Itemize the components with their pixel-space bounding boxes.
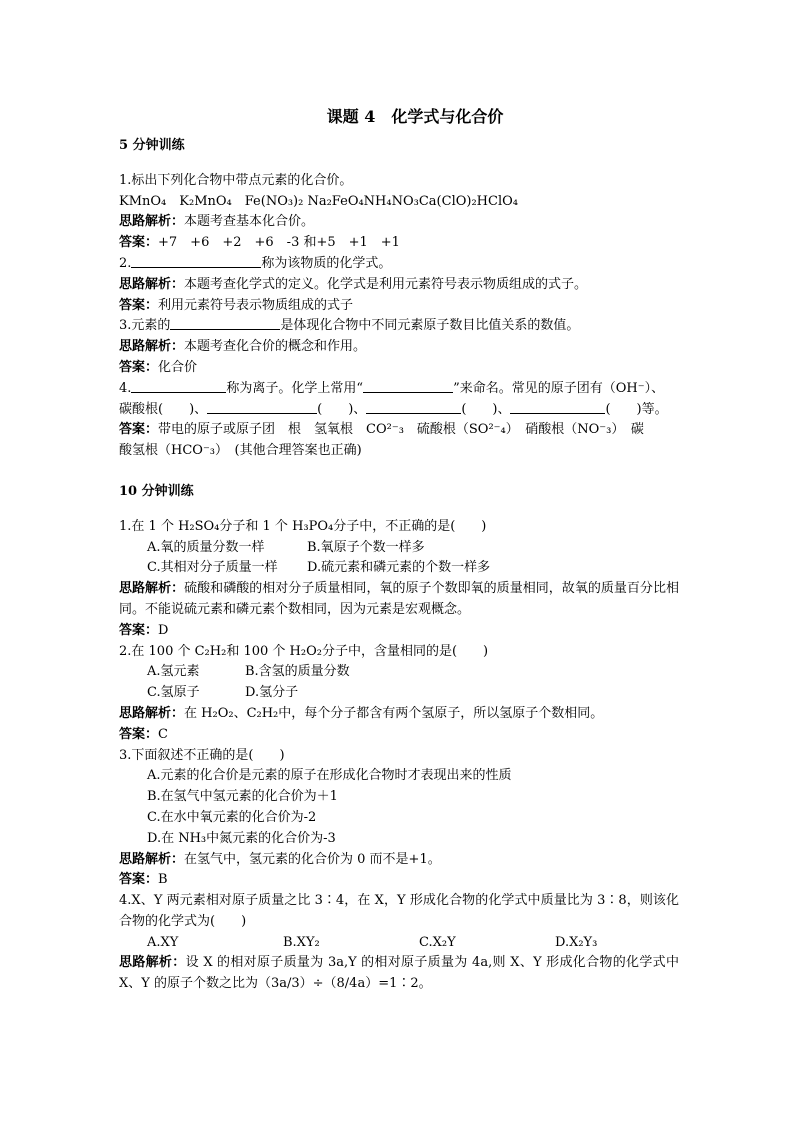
blank [131, 255, 261, 268]
t1-stem: 1.在 1 个 H₂SO₄分子和 1 个 H₃PO₄分子中，不正确的是( ) [119, 518, 487, 534]
t2-answer: 答案：C [119, 726, 168, 742]
section-heading-10min: 10 分钟训练 [119, 483, 194, 499]
t2-options-cd [119, 683, 679, 704]
t3-analysis: 思路解析：在氢气中，氢元素的化合价为 0 而不是+1。 [119, 851, 441, 867]
t1-analysis: 思路解析：硫酸和磷酸的相对分子质量相同，氧的原子个数即氧的质量相同，故氧的质量百分比相同。不能说硫元素和磷元素个数相同，因为元素是宏观概念。 [119, 581, 679, 617]
option-b: B.含氢的质量分数 [245, 664, 350, 680]
t3-answer: 答案：B [119, 872, 168, 888]
q2-answer: 答案：利用元素符号表示物质组成的式子 [119, 297, 354, 313]
option-d: D.X₂Y₃ [555, 934, 598, 950]
blank [366, 401, 461, 414]
q1-stem: 1.标出下列化合物中带点元素的化合价。 [119, 172, 353, 188]
t4-stem: 4.X、Y 两元素相对原子质量之比 3∶4，在 X，Y 形成化合物的化学式中质量比为 3∶8，则该化合物的化学式为( ) [119, 893, 679, 929]
q4-answer-line2: 酸氢根（HCO⁻₃） (其他合理答案也正确) [119, 443, 362, 459]
q1-answer: 答案：+7 +6 +2 +6 -3 和+5 +1 +1 [119, 235, 400, 251]
t2-stem: 2.在 100 个 C₂H₂和 100 个 H₂O₂分子中，含量相同的是( ) [119, 643, 489, 659]
q4-stem-line2: 碳酸根( )、 ( )、 ( )、 ( )等。 [119, 401, 668, 417]
option-d: D.在 NH₃中氮元素的化合价为-3 [147, 830, 336, 846]
q3-stem: 3.元素的 是体现化合物中不同元素原子数目比值关系的数值。 [119, 318, 580, 334]
option-c: C.X₂Y [419, 934, 456, 950]
q1-analysis: 思路解析：本题考查基本化合价。 [119, 214, 315, 230]
blank [510, 401, 605, 414]
q3-analysis: 思路解析：本题考查化合价的概念和作用。 [119, 339, 367, 355]
option-c: C.氢原子 [147, 685, 200, 701]
t3-stem: 3.下面叙述不正确的是( ) [119, 747, 285, 763]
t4-options [119, 933, 679, 954]
t1-options-ab [119, 538, 679, 559]
q4-stem-line1: 4. 称为离子。化学上常用“ ”来命名。常见的原子团有（OH⁻）、 [119, 380, 665, 396]
q2-analysis: 思路解析：本题考查化学式的定义。化学式是利用元素符号表示物质组成的式子。 [119, 276, 588, 292]
blank [207, 401, 317, 414]
option-d: D.氢分子 [245, 685, 299, 701]
q2-stem: 2. 称为该物质的化学式。 [119, 255, 392, 271]
document-body [119, 106, 679, 995]
option-b: B.在氢气中氢元素的化合价为＋1 [147, 789, 338, 805]
option-a: A.XY [147, 934, 179, 950]
option-b: B.XY₂ [283, 934, 320, 950]
option-a: A.氧的质量分数一样 [147, 539, 265, 555]
t2-analysis: 思路解析：在 H₂O₂、C₂H₂中，每个分子都含有两个氢原子，所以氢原子个数相同。 [119, 705, 604, 721]
option-b: B.氧原子个数一样多 [307, 539, 425, 555]
t1-answer: 答案：D [119, 622, 169, 638]
blank [363, 380, 453, 393]
option-d: D.硫元素和磷元素的个数一样多 [307, 560, 491, 576]
analysis-label: 思路解析： [119, 214, 185, 230]
option-c: C.其相对分子质量一样 [147, 560, 278, 576]
q1-formulas: KMnO₄ K₂MnO₄ Fe(NO₃)₂ Na₂FeO₄NH₄NO₃Ca(ClO)₂HClO₄ [119, 193, 518, 209]
option-c: C.在水中氧元素的化合价为-2 [147, 809, 317, 825]
option-a: A.氢元素 [147, 664, 200, 680]
section-heading-5min: 5 分钟训练 [119, 138, 185, 153]
q4-answer-line1: 答案：带电的原子或原子团 根 氢氧根 CO²⁻₃ 硫酸根（SO²⁻₄） 硝酸根（NO⁻₃） 碳 [119, 422, 644, 438]
blank [131, 380, 226, 393]
option-a: A.元素的化合价是元素的原子在形成化合物时才表现出来的性质 [147, 768, 512, 784]
t1-options-cd [119, 558, 679, 579]
page-title: 课题 4 化学式与化合价 [326, 107, 504, 126]
blank [170, 317, 280, 330]
t2-options-ab [119, 662, 679, 683]
q3-answer: 答案：化合价 [119, 359, 198, 375]
answer-label: 答案： [119, 235, 159, 251]
t4-analysis: 思路解析：设 X 的相对原子质量为 3a,Y 的相对原子质量为 4a,则 X、Y 形成化合物的化学式中 X、Y 的原子个数之比为（3a/3）÷（8/4a）=1∶2。 [119, 955, 679, 992]
